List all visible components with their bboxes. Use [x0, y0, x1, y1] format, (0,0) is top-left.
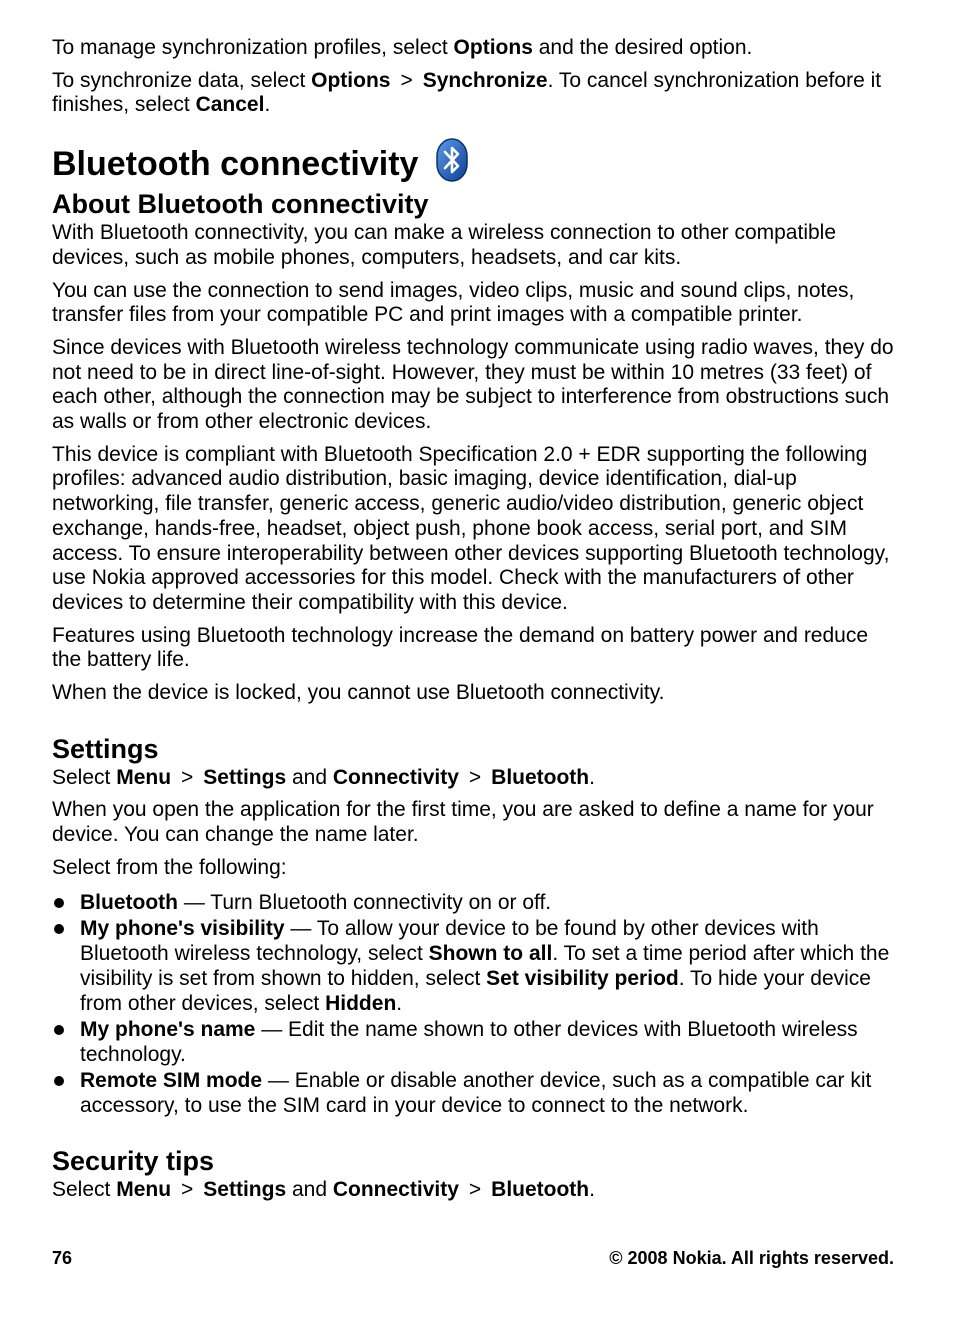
- path-text: Select: [52, 765, 117, 789]
- bullet-icon: [54, 898, 64, 908]
- path-text: and: [286, 765, 333, 789]
- list-item: [52, 890, 898, 915]
- option-name: Bluetooth: [80, 890, 178, 914]
- set-visibility-period-term: Set visibility period: [486, 966, 679, 990]
- option-description: . To set a time period after which the visibility is set from shown to hidden, select: [80, 941, 890, 990]
- cancel-menu-term: Cancel: [195, 93, 265, 117]
- option-description: — Turn Bluetooth connectivity on or off.: [177, 890, 552, 914]
- option-description: — To allow your device to be found by other devices with Bluetooth wireless technology, select: [80, 916, 819, 965]
- security-menu-path: [52, 1178, 898, 1203]
- path-separator: >: [468, 1177, 482, 1201]
- shown-to-all-term: Shown to all: [428, 941, 553, 965]
- settings-paragraph: When you open the application for the first time, you are asked to define a name for your device. You can change the name later.: [52, 798, 874, 847]
- settings-term: Settings: [203, 765, 287, 789]
- intro-text: To manage synchronization profiles, select: [52, 36, 454, 59]
- intro-text: To synchronize data, select: [52, 68, 312, 92]
- about-paragraph: Since devices with Bluetooth wireless technology communicate using radio waves, they do not need to be in direct line-of-sight. However, they must be within 10 metres (33 feet) of each other, although the connection may be subject to interference from obstructions such as walls or from other electronic devices.: [52, 335, 894, 434]
- chapter-title: Bluetooth connectivity: [52, 145, 419, 184]
- connectivity-term: Connectivity: [332, 765, 459, 789]
- list-item: [52, 1068, 898, 1118]
- copyright-notice: © 2008 Nokia. All rights reserved.: [609, 1248, 894, 1268]
- bullet-icon: [54, 924, 64, 934]
- chapter-heading: [52, 138, 898, 190]
- intro-text: .: [264, 93, 271, 117]
- synchronize-menu-term: Synchronize: [422, 68, 548, 92]
- about-heading: About Bluetooth connectivity: [52, 189, 429, 220]
- bullet-icon: [54, 1076, 64, 1086]
- path-separator: >: [181, 1177, 194, 1201]
- page-number: 76: [52, 1248, 73, 1268]
- connectivity-term: Connectivity: [332, 1177, 459, 1201]
- option-description: — Edit the name shown to other devices with Bluetooth wireless technology.: [80, 1017, 858, 1066]
- bullet-icon: [54, 1025, 64, 1035]
- intro-paragraph-2: [52, 69, 898, 118]
- path-text: and: [286, 1177, 333, 1201]
- bluetooth-term: Bluetooth: [491, 765, 590, 789]
- option-description: . To hide your device from other devices, select: [80, 966, 871, 1015]
- path-text: .: [589, 765, 595, 789]
- intro-text: and the desired option.: [532, 36, 753, 59]
- path-separator: >: [468, 765, 482, 789]
- path-separator: >: [400, 68, 413, 92]
- security-heading: Security tips: [52, 1145, 215, 1176]
- document-page: [52, 36, 898, 1202]
- page-footer: [52, 1248, 894, 1269]
- list-item: [52, 916, 898, 1016]
- option-description: .: [396, 991, 403, 1015]
- settings-menu-path: [52, 766, 898, 791]
- list-item: [52, 1017, 898, 1067]
- option-description: — Enable or disable another device, such as a compatible car kit accessory, to use the SIM card in your device to connect to the network.: [80, 1068, 872, 1117]
- option-name: My phone's name: [80, 1017, 256, 1041]
- about-paragraph: When the device is locked, you cannot use Bluetooth connectivity.: [52, 681, 665, 705]
- settings-paragraph: Select from the following:: [52, 855, 287, 879]
- path-separator: >: [181, 765, 194, 789]
- menu-term: Menu: [116, 1177, 172, 1201]
- settings-options-list: [52, 890, 898, 1118]
- intro-text: . To cancel synchronization before it finishes, select: [52, 68, 882, 117]
- path-text: .: [589, 1177, 595, 1201]
- path-text: Select: [52, 1177, 117, 1201]
- menu-term: Menu: [116, 765, 172, 789]
- options-menu-term: Options: [453, 36, 533, 59]
- bluetooth-term: Bluetooth: [491, 1177, 590, 1201]
- settings-term: Settings: [203, 1177, 287, 1201]
- options-menu-term: Options: [311, 68, 391, 92]
- about-paragraph: This device is compliant with Bluetooth Specification 2.0 + EDR supporting the following profiles: advanced audio distribution, basic imaging, device identification, dial-up networking, file transfer, generic access, generic audio/video distribution, generic object exchange, hands-free, headset, object push, phone book access, serial port, and SIM access. To ensure interoperability between other devices supporting Bluetooth technology, use Nokia approved accessories for this model. Check with the manufacturers of other devices to determine their compatibility with this device.: [52, 442, 890, 614]
- bluetooth-icon: [436, 138, 468, 182]
- option-name: My phone's visibility: [80, 916, 285, 940]
- hidden-term: Hidden: [325, 991, 397, 1015]
- settings-heading: Settings: [52, 733, 159, 764]
- about-paragraph: With Bluetooth connectivity, you can make a wireless connection to other compatible devices, such as mobile phones, computers, headsets, and car kits.: [52, 221, 837, 269]
- intro-paragraph-1: [52, 36, 898, 61]
- about-paragraph: Features using Bluetooth technology increase the demand on battery power and reduce the battery life.: [52, 623, 869, 672]
- about-paragraph: You can use the connection to send images, video clips, music and sound clips, notes, transfer files from your compatible PC and print images with a compatible printer.: [52, 278, 855, 327]
- option-name: Remote SIM mode: [80, 1068, 263, 1092]
